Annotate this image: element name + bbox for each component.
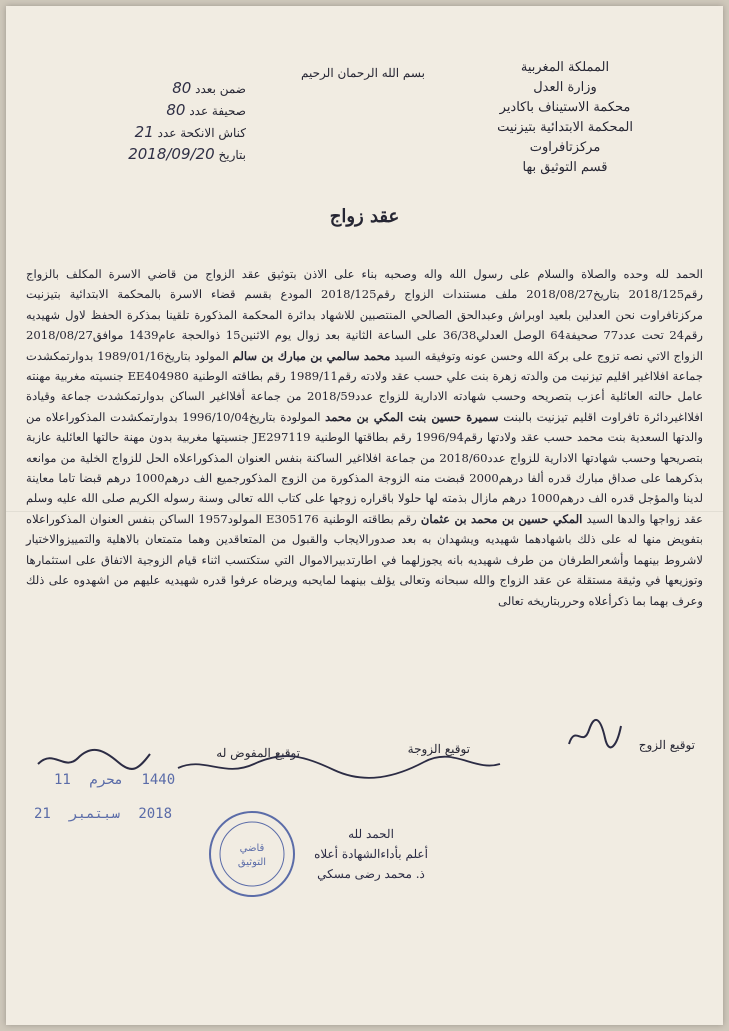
seal-text: قاضي — [239, 843, 265, 854]
groom-signature-label: توقيع الزوج — [638, 738, 695, 752]
gregorian-date-stamp — [34, 806, 172, 822]
father-name: المكي حسين بن محمد بن عثمان — [420, 511, 583, 526]
registry-value: 80 — [172, 79, 192, 97]
registry-reference — [46, 78, 246, 166]
basmala: بسم الله الرحمان الرحيم — [301, 66, 425, 80]
notary-line: الحمد لله — [348, 827, 394, 841]
registry-line — [46, 78, 246, 100]
registry-line — [46, 144, 246, 166]
hijri-day: 11 — [54, 772, 71, 788]
registry-label: كناش الانكحة عدد — [157, 126, 246, 140]
header-line: مركزتافراوت — [529, 140, 601, 155]
contract-text: الحمد لله وحده والصلاة والسلام على رسول الله واله وصحبه بناء على الاذن بتوثيق عقد الزواج من قاضي الاسرة المكلف بالزواج رقم2018/125 بتاريخ2018/08/27 ملف مستندات الزواج رقم2018/125 المودع بقسم قضاء الاسرة بالمحكمة الابتدائية بتيزنيت مركزتافراوت نحن العدلين بلعيد اوبراش وعبدالحق الصالحي المنتصبين للاشهاد بدائرة المحكمة المذكورة تلقينا بمذكرة الحفظ لاول شهيديه رقم24 تحت عدد77 صحيفة64 الوصل العدلي36/38 على الساعة الثانية بعد زوال يوم الاثنين15 ذوالحجة عام1439 موافق2018/08/27 الزواج الاتي نصه تزوج على بركة الله وحسن عونه وتوفيقه السيد — [26, 267, 704, 363]
delegate-signature-label: توقيع المفوض له — [216, 746, 300, 760]
seal-text: التوثيق — [237, 857, 267, 868]
groom-signature-mark — [565, 718, 625, 754]
contract-text: المولود بتاريخ1989/01/16 بدوارتمكشدت جماعة افلااغير اقليم تيزنيت من والدته زهرة بنت علي حسب عقد ولادته رقم1989/11 رقم بطاقته الوطنية EE404980 جنسيته مغربية مهنته عامل حالته العائلية أعزب بتصريحه وحسب شهادته الادارية للزواج عدد2018/59 من جماعة أفلااغير الساكن بدوارتمكشدت جماعة وقيادة افلااغيردائرة تافراوت اقليم تيزنيت بالبنت — [26, 348, 704, 424]
bride-signature-label: توقيع الزوجة — [407, 742, 470, 756]
contract-text: رقم بطاقته الوطنية E305176 المولود1957 الساكن بنفس العنوان المذكوراعلاه بتفويض منها له على ذلك باشهادهما شهيديه ويشهدان به بعد صدورالايجاب والقبول من المتعاقدين وهما متمتعان بالاهلية والتمييزوالاختيار لاشروط بينهما وأشعرالطرفان من طرف شهيديه بانه يجوزلهما في اطارتدبيرالاموال التي ستكتسب اثناء قيام الزوجية الاتفاق على استثمارها وتوزيعها في وثيقة مستقلة عن عقد الزواج والله سبحانه وتعالى يؤلف بينهما لمايحبه ويرضاه عرفوا قدره شهيديه عليهم من اشهدوه على ذلك وعرف بهما بما ذكرأعلاه وحرربتاريخه — [26, 511, 703, 608]
gregorian-year: 2018 — [138, 806, 173, 822]
registry-value: 2018/09/20 — [128, 145, 215, 163]
notary-line: أعلم بأداءالشهادة أعلاه — [314, 847, 428, 861]
header-line: قسم التوثيق بها — [522, 160, 608, 175]
registry-label: بتاريخ — [218, 148, 246, 162]
bride-name: سميرة حسين بنت المكي بن محمد — [325, 409, 499, 424]
signature-row — [34, 738, 695, 798]
hijri-date-stamp — [54, 772, 175, 788]
delegate-signature-mark — [174, 752, 504, 782]
notary-line: ذ. محمد رضى مسكي — [317, 867, 425, 881]
court-seal — [206, 808, 298, 900]
contract-text: المولودة بتاريخ1996/10/04 بدوارتمكشدت المذكوراعلاه من والدتها السعدية بنت محمد حسب عقد ولادتها رقم1996/94 رقم بطاقتها الوطنية JE297119 جنسيتها مغربية بدون مهنة حالتها العائلية عازبة بتصريحها وحسب شهادتها الادارية للزواج عدد2018/60 من جماعة افلااغير الساكنة بنفس العنوان المذكوراعلاه الحل للزواج الخلية من موانعه بذكرهما على صداق مبارك قدره ألفا درهم2000 قبضت منه الزوجة المذكورة من الزوج المذكورجميع الف درهم1000 درهم قبضا تاما معاينة لدينا والمؤجل قدره الف درهم1000 درهم مازال بذمته لها حلولا باقراره زوجها على كتاب الله تعالى وسنة رسوله الكريم صلى الله عليه وسلم عقد زواجها والدها السيد — [26, 409, 704, 526]
header-line: وزارة العدل — [533, 80, 597, 95]
header-line: المملكة المغربية — [520, 60, 610, 75]
header-line: محكمة الاستيناف باكادير — [499, 100, 631, 115]
contract-text: تعالى — [498, 593, 524, 608]
contract-paragraph — [26, 264, 703, 611]
gregorian-month: سبتمبر — [69, 806, 120, 822]
document-page — [6, 6, 723, 1025]
registry-label: ضمن بعدد — [195, 82, 246, 96]
document-title: عقد زواج — [329, 206, 400, 227]
registry-line — [46, 122, 246, 144]
hijri-year: 1440 — [141, 772, 176, 788]
header-line: المحكمة الابتدائية بتيزنيت — [497, 120, 633, 135]
registry-label: صحيفة عدد — [189, 104, 246, 118]
header-institution — [435, 58, 695, 178]
gregorian-day: 21 — [34, 806, 51, 822]
contract-body — [26, 264, 703, 611]
hijri-month: محرم — [89, 772, 124, 788]
registry-line — [46, 100, 246, 122]
registry-value: 21 — [134, 123, 154, 141]
registry-value: 80 — [166, 101, 186, 119]
notary-attestation — [306, 824, 436, 884]
groom-name: محمد سالمي بن مبارك بن سالم — [232, 348, 391, 363]
